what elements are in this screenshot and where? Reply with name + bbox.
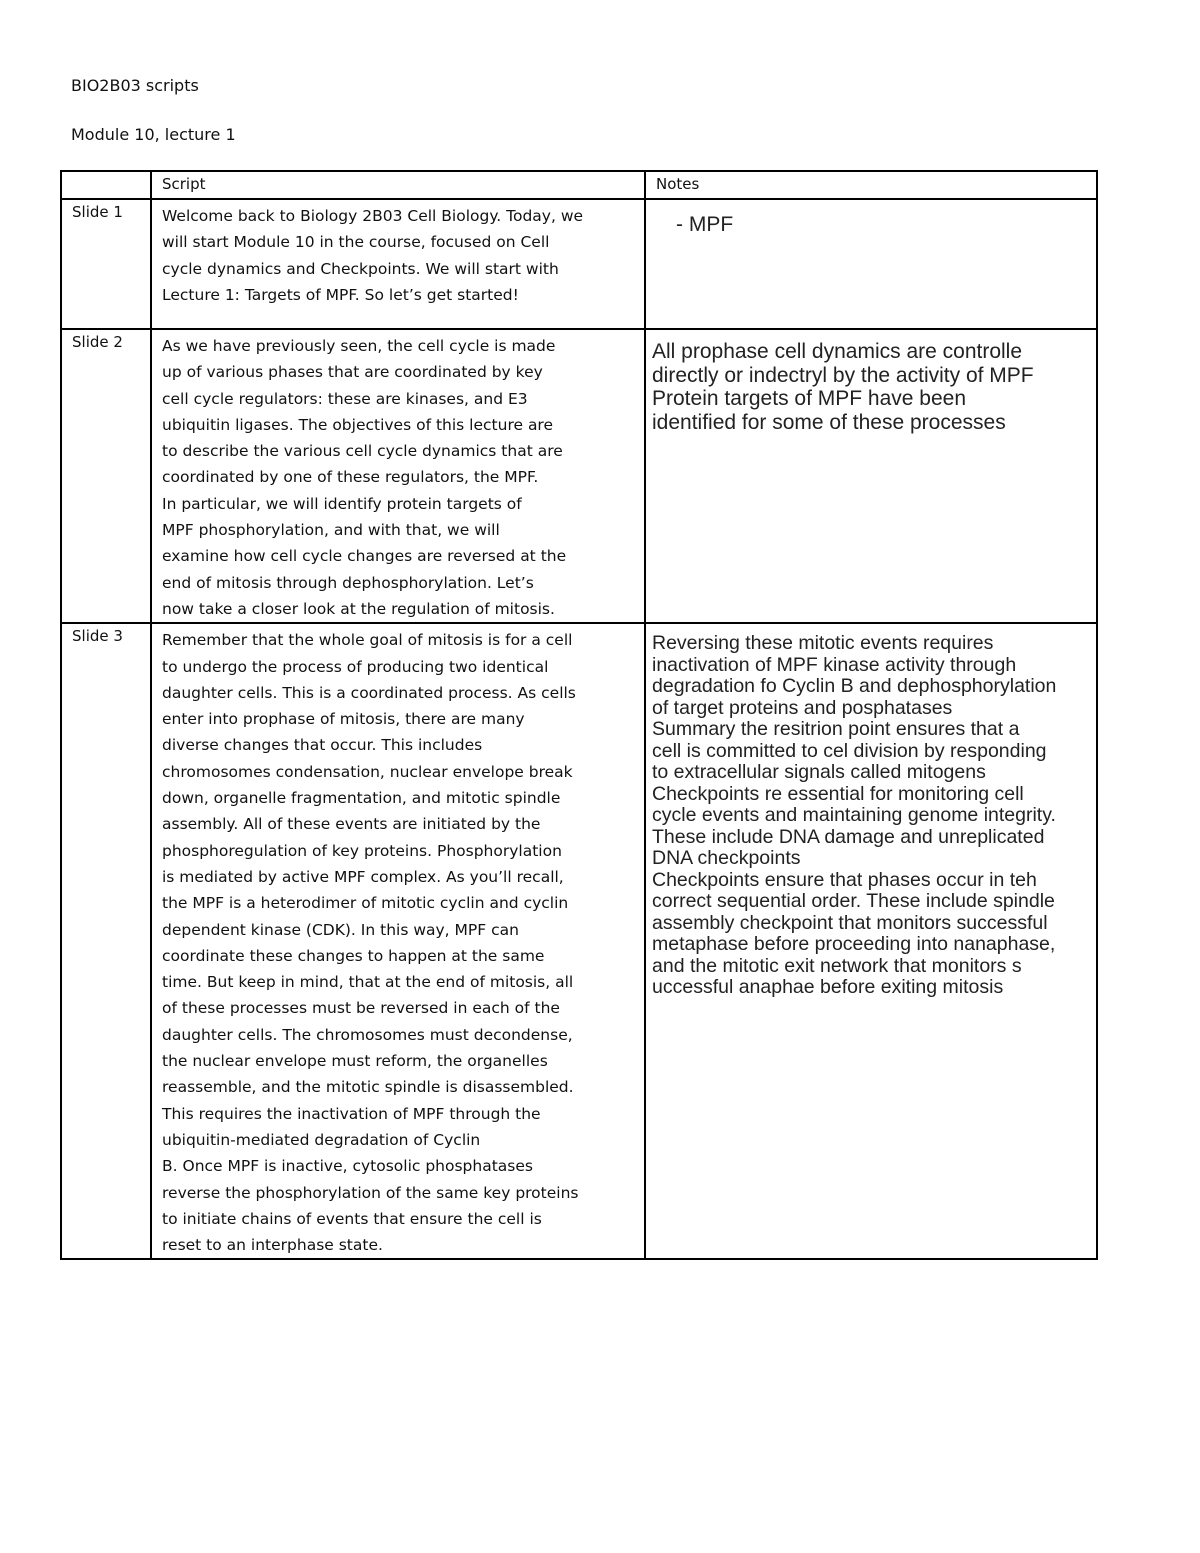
table-row bbox=[61, 199, 1097, 329]
header-cell-script bbox=[151, 171, 645, 199]
notes-text: All prophase cell dynamics are controlle directly or indectryl by the activity of MPF Protein targets of MPF have been identified for some of these processes bbox=[652, 340, 1034, 434]
script-table bbox=[60, 170, 1098, 1260]
header-cell-notes bbox=[645, 171, 1097, 199]
notes-text: - MPF bbox=[676, 213, 734, 236]
document-title: BIO2B03 scripts bbox=[71, 76, 199, 95]
document-subtitle: Module 10, lecture 1 bbox=[71, 125, 236, 144]
script-text: Remember that the whole goal of mitosis is for a cell to undergo the process of producing two identical daughter cells. This is a coordinated process. As cells enter into prophase of mitosis, there are many diverse changes that occur. This includes chromosomes condensation, nuclear envelope break down, organelle fragmentation, and mitotic spindle assembly. All of these events are initiated by the phosphoregulation of key proteins. Phosphorylation is mediated by active MPF complex. As you’ll recall, the MPF is a heterodimer of mitotic cyclin and cyclin dependent kinase (CDK). In this way, MPF can coordinate these changes to happen at the same time. But keep in mind, that at the end of mitosis, all of these processes must be reversed in each of the daughter cells. The chromosomes must decondense, the nuclear envelope must reform, the organelles reassemble, and the mitotic spindle is disassembled. This requires the inactivation of MPF through the ubiquitin-mediated degradation of Cyclin B. Once MPF is inactive, cytosolic phosphatases reverse the phosphorylation of the same key proteins to initiate chains of events that ensure the cell is reset to an interphase state. bbox=[162, 631, 579, 1255]
header-cell-slide bbox=[61, 171, 151, 199]
header-script-label: Script bbox=[162, 175, 206, 193]
table-header-row bbox=[61, 171, 1097, 199]
notes-cell bbox=[645, 199, 1097, 329]
notes-text: Reversing these mitotic events requires inactivation of MPF kinase activity through degradation fo Cyclin B and dephosphorylation of target proteins and posphatases Summary the resitrion point ensures that a cell is committed to cel division by responding to extracellular signals called mitogens Checkpoints re essential for monitoring cell cycle events and maintaining genome integrity. These include DNA damage and unreplicated DNA checkpoints Checkpoints ensure that phases occur in teh correct sequential order. These include spindle assembly checkpoint that monitors successful metaphase before proceeding into nanaphase, and the mitotic exit network that monitors s uccessful anaphae before exiting mitosis bbox=[652, 632, 1057, 999]
notes-cell bbox=[645, 329, 1097, 623]
slide-label-cell bbox=[61, 329, 151, 623]
slide-label: Slide 1 bbox=[72, 203, 123, 221]
script-text: Welcome back to Biology 2B03 Cell Biology. Today, we will start Module 10 in the course, focused on Cell cycle dynamics and Checkpoints. We will start with Lecture 1: Targets of MPF. So let’s get started! bbox=[162, 207, 584, 304]
slide-label-cell bbox=[61, 623, 151, 1259]
script-text: As we have previously seen, the cell cycle is made up of various phases that are coordinated by key cell cycle regulators: these are kinases, and E3 ubiquitin ligases. The objectives of this lecture are to describe the various cell cycle dynamics that are coordinated by one of these regulators, the MPF. In particular, we will identify protein targets of MPF phosphorylation, and with that, we will examine how cell cycle changes are reversed at the end of mitosis through dephosphorylation. Let’s now take a closer look at the regulation of mitosis. bbox=[162, 337, 567, 618]
script-cell bbox=[151, 329, 645, 623]
slide-label: Slide 3 bbox=[72, 627, 123, 646]
table-row bbox=[61, 329, 1097, 623]
notes-cell bbox=[645, 623, 1097, 1259]
slide-label-cell bbox=[61, 199, 151, 329]
script-cell bbox=[151, 199, 645, 329]
script-cell bbox=[151, 623, 645, 1259]
slide-label: Slide 2 bbox=[72, 333, 123, 351]
header-notes-label: Notes bbox=[656, 175, 700, 193]
table-row bbox=[61, 623, 1097, 1259]
